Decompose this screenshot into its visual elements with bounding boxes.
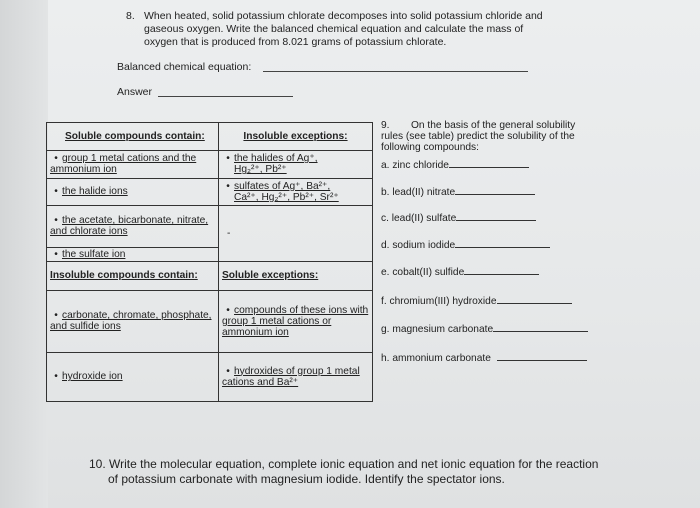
q9-number: 9. <box>381 120 390 131</box>
q10-number: 10. <box>89 457 106 471</box>
table-row: • the halide ions <box>47 178 219 206</box>
q9-item-h: h. ammonium carbonate <box>381 351 587 364</box>
table-row: • the halides of Ag⁺, Hg₂²⁺, Pb²⁺ <box>219 150 373 178</box>
answer-blank[interactable] <box>493 322 588 332</box>
q9-intro: On the basis of the general solubility rules (see table) predict the solubility of the following compounds: <box>381 120 576 153</box>
q8-line-1: When heated, solid potassium chlorate decomposes into solid potassium chloride and <box>144 10 543 22</box>
table-row: • hydroxide ion <box>47 352 219 401</box>
q9-item-c: c. lead(II) sulfate <box>381 211 536 224</box>
answer-line[interactable] <box>158 96 293 97</box>
soluble-header: Soluble compounds contain: <box>47 123 219 151</box>
table-row: - <box>219 206 373 262</box>
answer-blank[interactable] <box>455 185 535 195</box>
answer-blank[interactable] <box>455 238 550 248</box>
q8-text <box>144 10 614 49</box>
answer-label: Answer <box>117 86 153 98</box>
insoluble-header: Insoluble compounds contain: <box>47 261 219 290</box>
q9-item-d: d. sodium iodide <box>381 238 550 251</box>
solubility-table <box>46 122 373 402</box>
answer-blank[interactable] <box>456 211 536 221</box>
q10-line-1: Write the molecular equation, complete ionic equation and net ionic equation for the reaction <box>109 457 599 471</box>
table-row: • carbonate, chromate, phosphate, and sulfide ions <box>47 290 219 352</box>
q9-item-a: a. zinc chloride <box>381 158 529 171</box>
answer-blank[interactable] <box>497 351 587 361</box>
q8-line-2: gaseous oxygen. Write the balanced chemical equation and calculate the mass of <box>144 23 524 35</box>
q10-text <box>89 457 689 487</box>
table-row: • group 1 metal cations and the ammonium ion <box>47 150 219 178</box>
q9-item-e: e. cobalt(II) sulfide <box>381 265 539 278</box>
q8-number: 8. <box>126 10 135 22</box>
q9-item-f: f. chromium(III) hydroxide <box>381 294 572 307</box>
soluble-exceptions-header: Soluble exceptions: <box>219 261 373 290</box>
answer-blank[interactable] <box>464 265 539 275</box>
page-edge <box>0 0 48 508</box>
table-row: • the sulfate ion <box>47 247 219 261</box>
table-row: • the acetate, bicarbonate, nitrate, and chlorate ions <box>47 206 219 247</box>
q9-item-g: g. magnesium carbonate <box>381 322 588 335</box>
q9-item-b: b. lead(II) nitrate <box>381 185 535 198</box>
table-row: • sulfates of Ag⁺, Ba²⁺, Ca²⁺, Hg₂²⁺, Pb²⁺, Sr²⁺ <box>219 178 373 206</box>
equation-label: Balanced chemical equation: <box>117 61 252 73</box>
q10-line-2: of potassium carbonate with magnesium iodide. Identify the spectator ions. <box>108 472 505 486</box>
equation-answer-line[interactable] <box>263 71 528 72</box>
q8-line-3: oxygen that is produced from 8.021 grams of potassium chlorate. <box>144 36 447 48</box>
table-row: • compounds of these ions with group 1 metal cations or ammonium ion <box>219 290 373 352</box>
answer-blank[interactable] <box>497 294 572 304</box>
table-row: • hydroxides of group 1 metal cations and Ba²⁺ <box>219 352 373 401</box>
insoluble-exceptions-header: Insoluble exceptions: <box>219 123 373 151</box>
answer-blank[interactable] <box>449 158 529 168</box>
